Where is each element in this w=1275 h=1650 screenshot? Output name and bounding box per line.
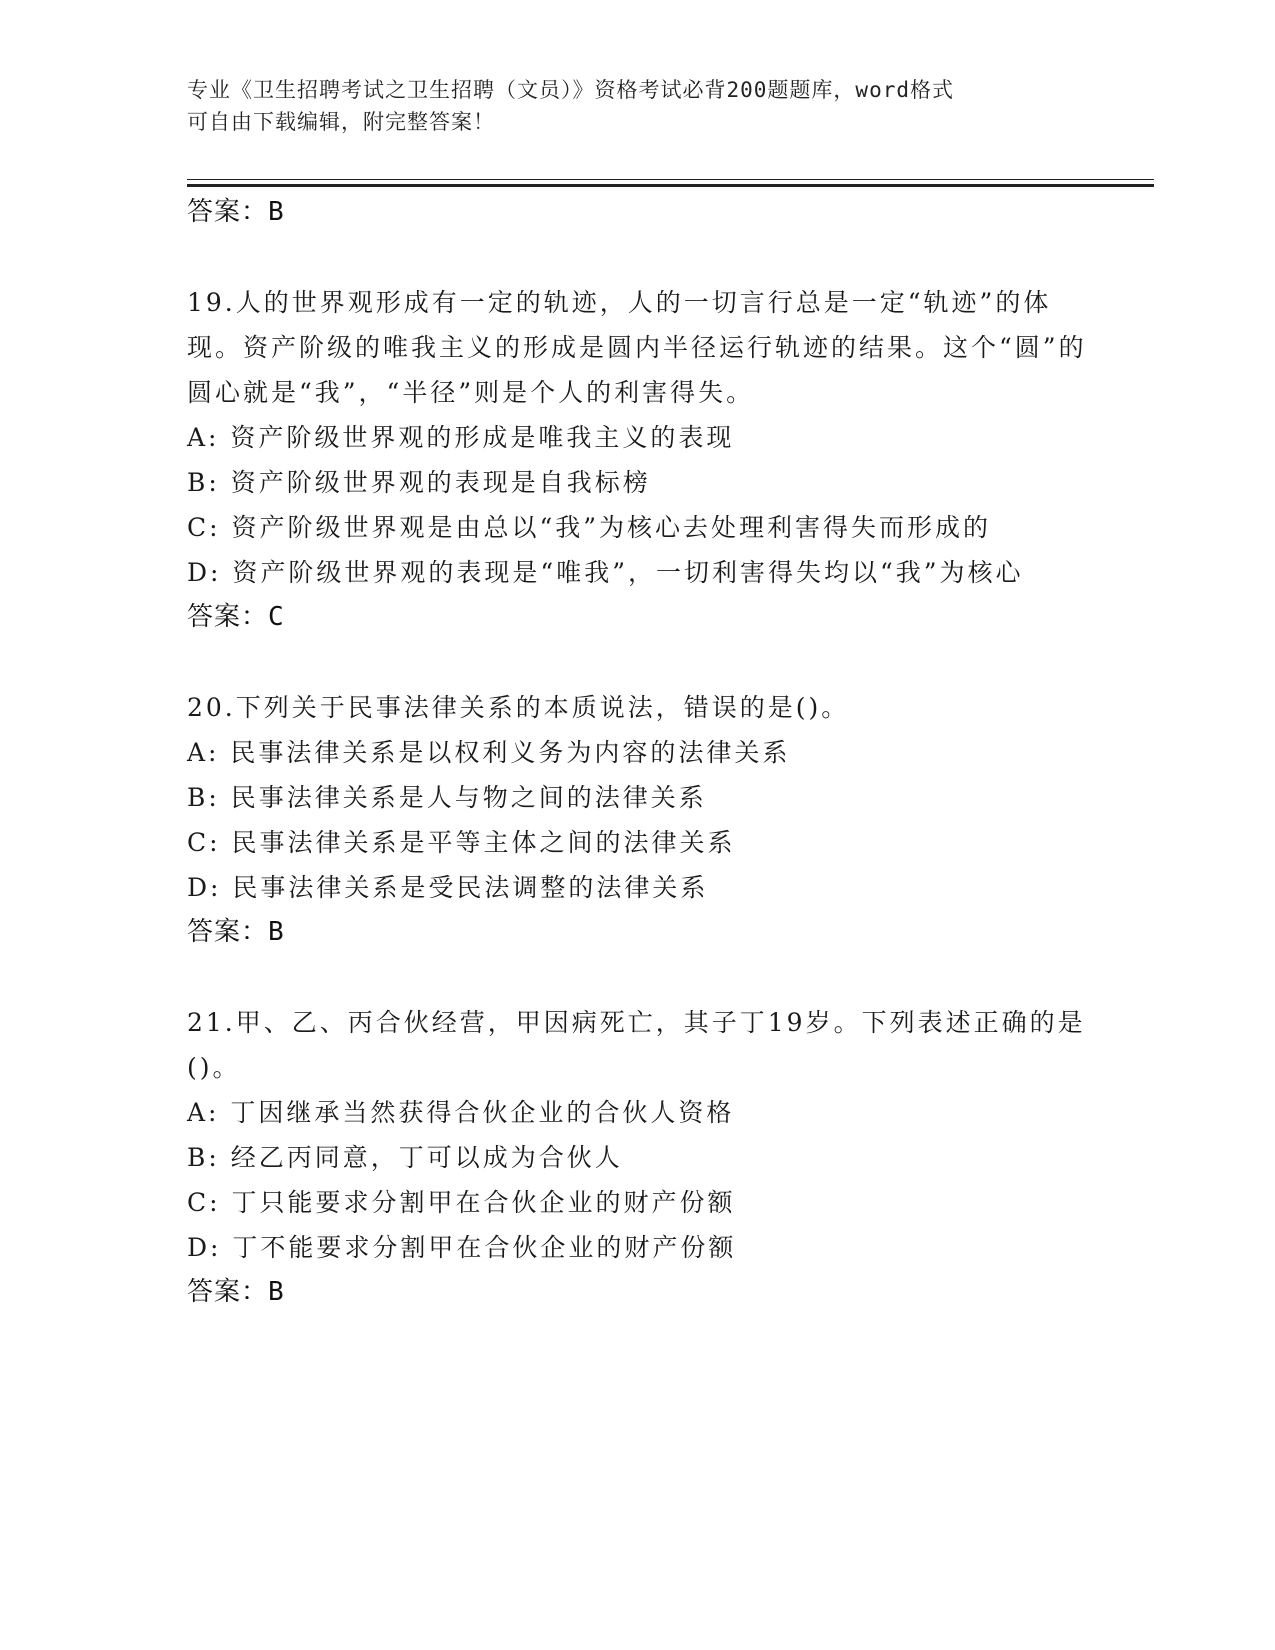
answer-value: B — [268, 197, 285, 227]
option-c: C: 丁只能要求分割甲在合伙企业的财产份额 — [187, 1188, 736, 1217]
answer-label: 答案： — [187, 1277, 269, 1307]
option-a: A: 民事法律关系是以权利义务为内容的法律关系 — [187, 738, 791, 767]
header-line-2: 可自由下载编辑，附完整答案！ — [187, 110, 495, 134]
answer-line — [187, 1270, 1087, 1314]
document-header — [187, 74, 1087, 138]
answer-line — [187, 910, 1087, 954]
answer-value: B — [268, 1277, 285, 1307]
header-rule-thick — [187, 184, 1154, 187]
header-line-1: 专业《卫生招聘考试之卫生招聘（文员）》资格考试必背200题题库，word格式 — [187, 78, 954, 102]
answer-value: B — [268, 917, 285, 947]
document-body — [187, 190, 1087, 1314]
answer-line — [187, 595, 1087, 639]
question-20 — [187, 685, 1087, 954]
question-text: 19.人的世界观形成有一定的轨迹，人的一切言行总是一定“轨迹”的体现。资产阶级的唯我主义的形成是圆内半径运行轨迹的结果。这个“圆”的圆心就是“我”，“半径”则是个人的利害得失。 — [187, 288, 1087, 407]
answer-line — [187, 190, 1087, 234]
option-d: D: 民事法律关系是受民法调整的法律关系 — [187, 873, 709, 902]
option-a: A: 丁因继承当然获得合伙企业的合伙人资格 — [187, 1098, 735, 1127]
option-b: B: 经乙丙同意，丁可以成为合伙人 — [187, 1143, 623, 1172]
question-19 — [187, 280, 1087, 639]
answer-label: 答案： — [187, 917, 269, 947]
option-a: A: 资产阶级世界观的形成是唯我主义的表现 — [187, 423, 735, 452]
option-b: B: 资产阶级世界观的表现是自我标榜 — [187, 468, 651, 497]
option-c: C: 资产阶级世界观是由总以“我”为核心去处理利害得失而形成的 — [187, 513, 992, 542]
answer-label: 答案： — [187, 197, 269, 227]
answer-value: C — [268, 602, 285, 632]
question-text: 21.甲、乙、丙合伙经营，甲因病死亡，其子丁19岁。下列表述正确的是()。 — [187, 1008, 1086, 1082]
option-d: D: 丁不能要求分割甲在合伙企业的财产份额 — [187, 1233, 737, 1262]
option-b: B: 民事法律关系是人与物之间的法律关系 — [187, 783, 707, 812]
option-d: D: 资产阶级世界观的表现是“唯我”，一切利害得失均以“我”为核心 — [187, 558, 1024, 587]
question-21 — [187, 1000, 1087, 1314]
answer-label: 答案： — [187, 602, 269, 632]
question-text: 20.下列关于民事法律关系的本质说法，错误的是()。 — [187, 693, 850, 722]
option-c: C: 民事法律关系是平等主体之间的法律关系 — [187, 828, 736, 857]
header-rule-thin — [187, 179, 1154, 180]
